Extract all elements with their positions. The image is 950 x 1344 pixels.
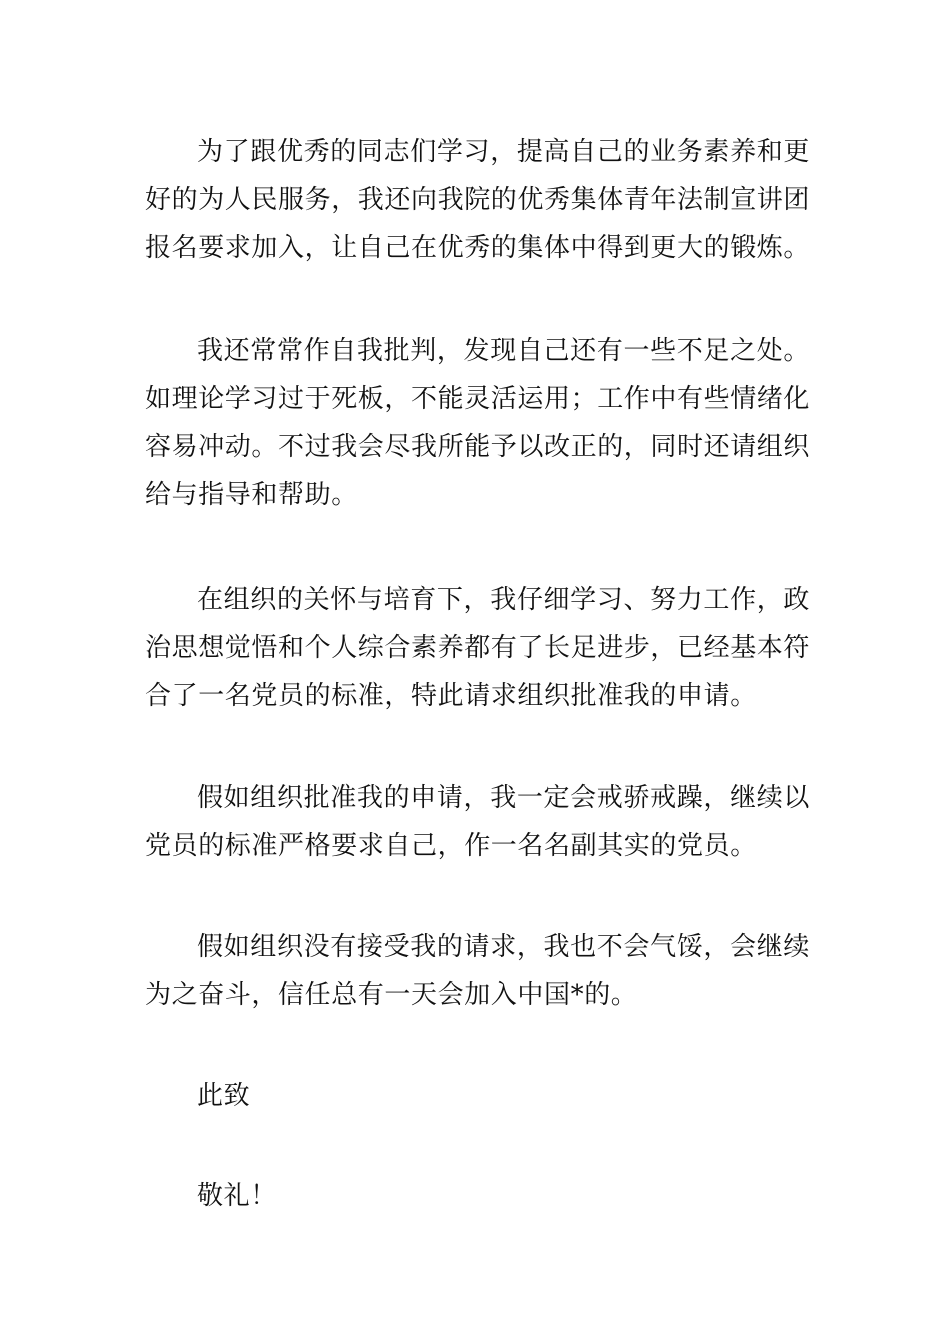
paragraph-1: 为了跟优秀的同志们学习，提高自己的业务素养和更好的为人民服务，我还向我院的优秀集体青年法制宣讲团报名要求加入，让自己在优秀的集体中得到更大的锻炼。	[145, 137, 811, 263]
paragraph-5: 假如组织没有接受我的请求，我也不会气馁，会继续为之奋斗，信任总有一天会加入中国*的。	[145, 932, 810, 1010]
paragraph-4: 假如组织批准我的申请，我一定会戒骄戒躁，继续以党员的标准严格要求自己，作一名名副其实的党员。	[145, 783, 810, 861]
closing-salutation: 此致	[197, 1081, 251, 1111]
paragraph-2: 我还常常作自我批判，发现自己还有一些不足之处。如理论学习过于死板，不能灵活运用；工作中有些情绪化容易冲动。不过我会尽我所能予以改正的，同时还请组织给与指导和帮助。	[145, 336, 811, 510]
paragraph-3: 在组织的关怀与培育下，我仔细学习、努力工作，政治思想觉悟和个人综合素养都有了长足进步，已经基本符合了一名党员的标准，特此请求组织批准我的申请。	[145, 585, 811, 711]
closing-regards: 敬礼！	[197, 1181, 277, 1211]
